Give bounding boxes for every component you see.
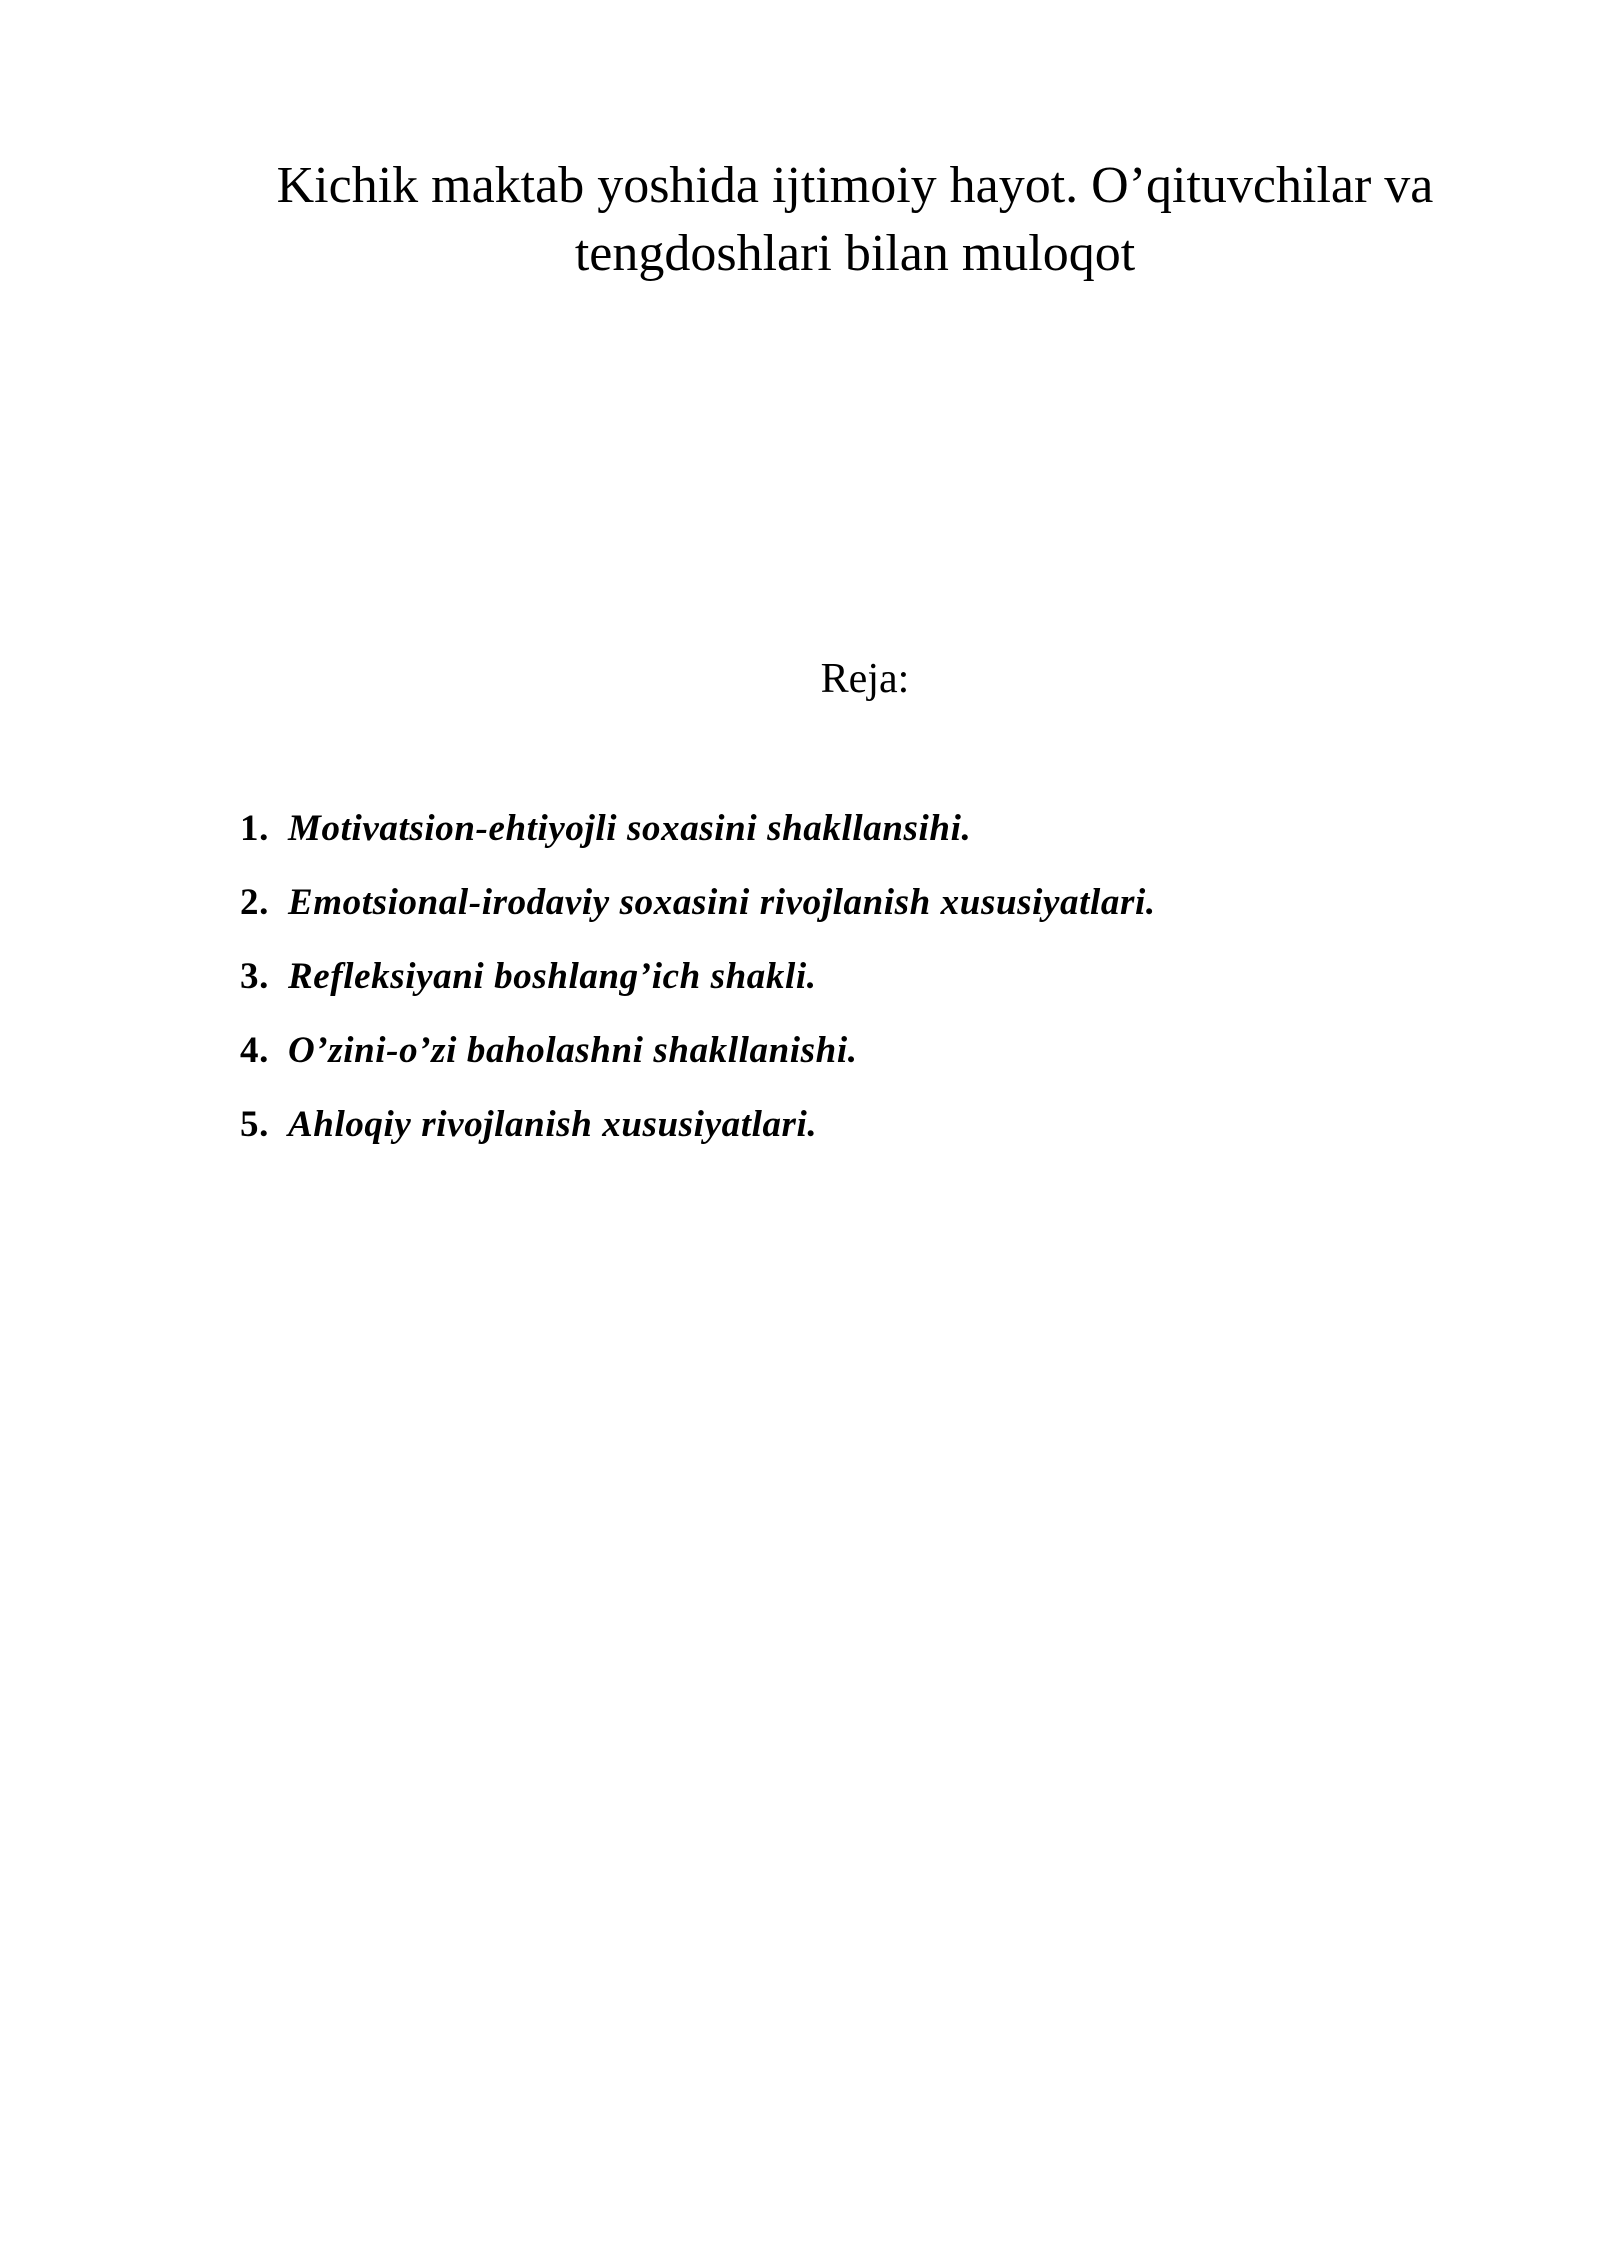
plan-item-text: Emotsional-irodaviy soxasini rivojlanish xususiyatlari. bbox=[288, 882, 1156, 923]
plan-item-5 bbox=[240, 1100, 1440, 1174]
plan-item-number: 3. bbox=[240, 956, 269, 997]
plan-item-number: 1. bbox=[240, 808, 269, 849]
plan-item-number: 5. bbox=[240, 1104, 269, 1145]
title-line-2: tengdoshlari bilan muloqot bbox=[574, 225, 1136, 282]
plan-item-text: Ahloqiy rivojlanish xususiyatlari. bbox=[288, 1104, 818, 1145]
plan-item-3 bbox=[240, 952, 1440, 1026]
plan-item-1 bbox=[240, 804, 1440, 878]
plan-item-number: 4. bbox=[240, 1030, 269, 1071]
plan-item-2 bbox=[240, 878, 1440, 952]
plan-item-text: Motivatsion-ehtiyojli soxasini shakllansihi. bbox=[288, 808, 972, 849]
plan-item-text: O’zini-o’zi baholashni shakllanishi. bbox=[288, 1030, 858, 1071]
plan-item-text: Refleksiyani boshlang’ich shakli. bbox=[288, 956, 817, 997]
page-title bbox=[200, 152, 1510, 288]
title-line-1: Kichik maktab yoshida ijtimoiy hayot. O’qituvchilar va bbox=[276, 157, 1434, 214]
plan-list bbox=[240, 804, 1440, 1174]
plan-heading: Reja: bbox=[820, 656, 910, 702]
plan-item-number: 2. bbox=[240, 882, 269, 923]
plan-item-4 bbox=[240, 1026, 1440, 1100]
